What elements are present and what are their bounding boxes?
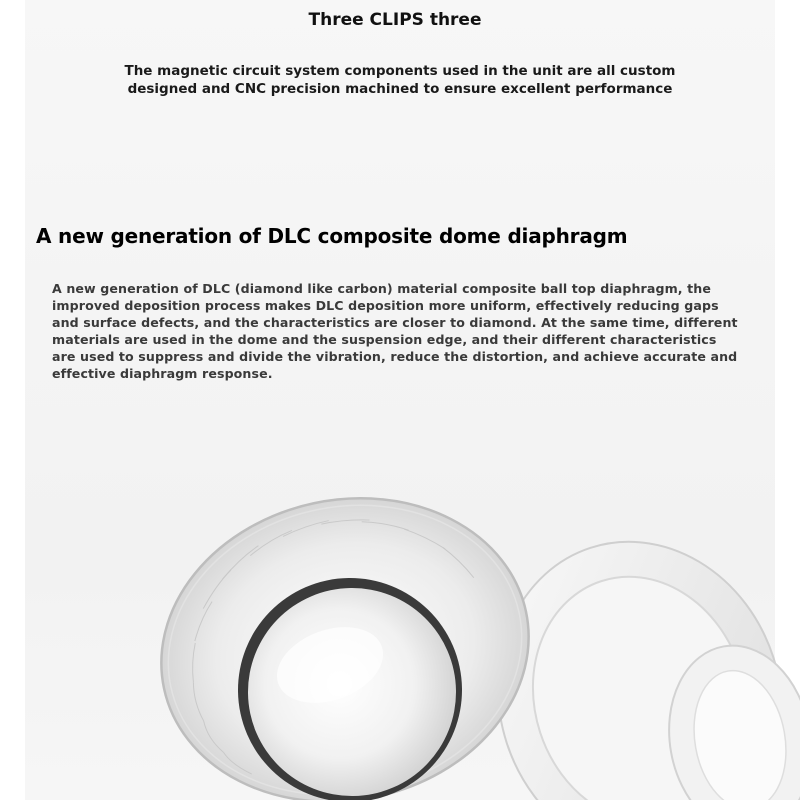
section-heading: A new generation of DLC composite dome diaphragm <box>36 224 628 248</box>
page-subtitle: The magnetic circuit system components used in the unit are all custom designed and CNC precision machined to ensure excellent performance <box>124 63 676 97</box>
page-title: Three CLIPS three <box>308 10 482 30</box>
section-description: A new generation of DLC (diamond like carbon) material composite ball top diaphragm, the improved deposition process makes DLC deposition more uniform, effectively reducing gaps and surface defects, and the characteristics are closer to diamond. At the same time, different materials are used in the dome and the suspension edge, and their different characteristics are used to suppress and divide the vibration, reduce the distortion, and achieve accurate and effective diaphragm response. <box>52 281 738 381</box>
diaphragm-illustration <box>0 440 800 800</box>
